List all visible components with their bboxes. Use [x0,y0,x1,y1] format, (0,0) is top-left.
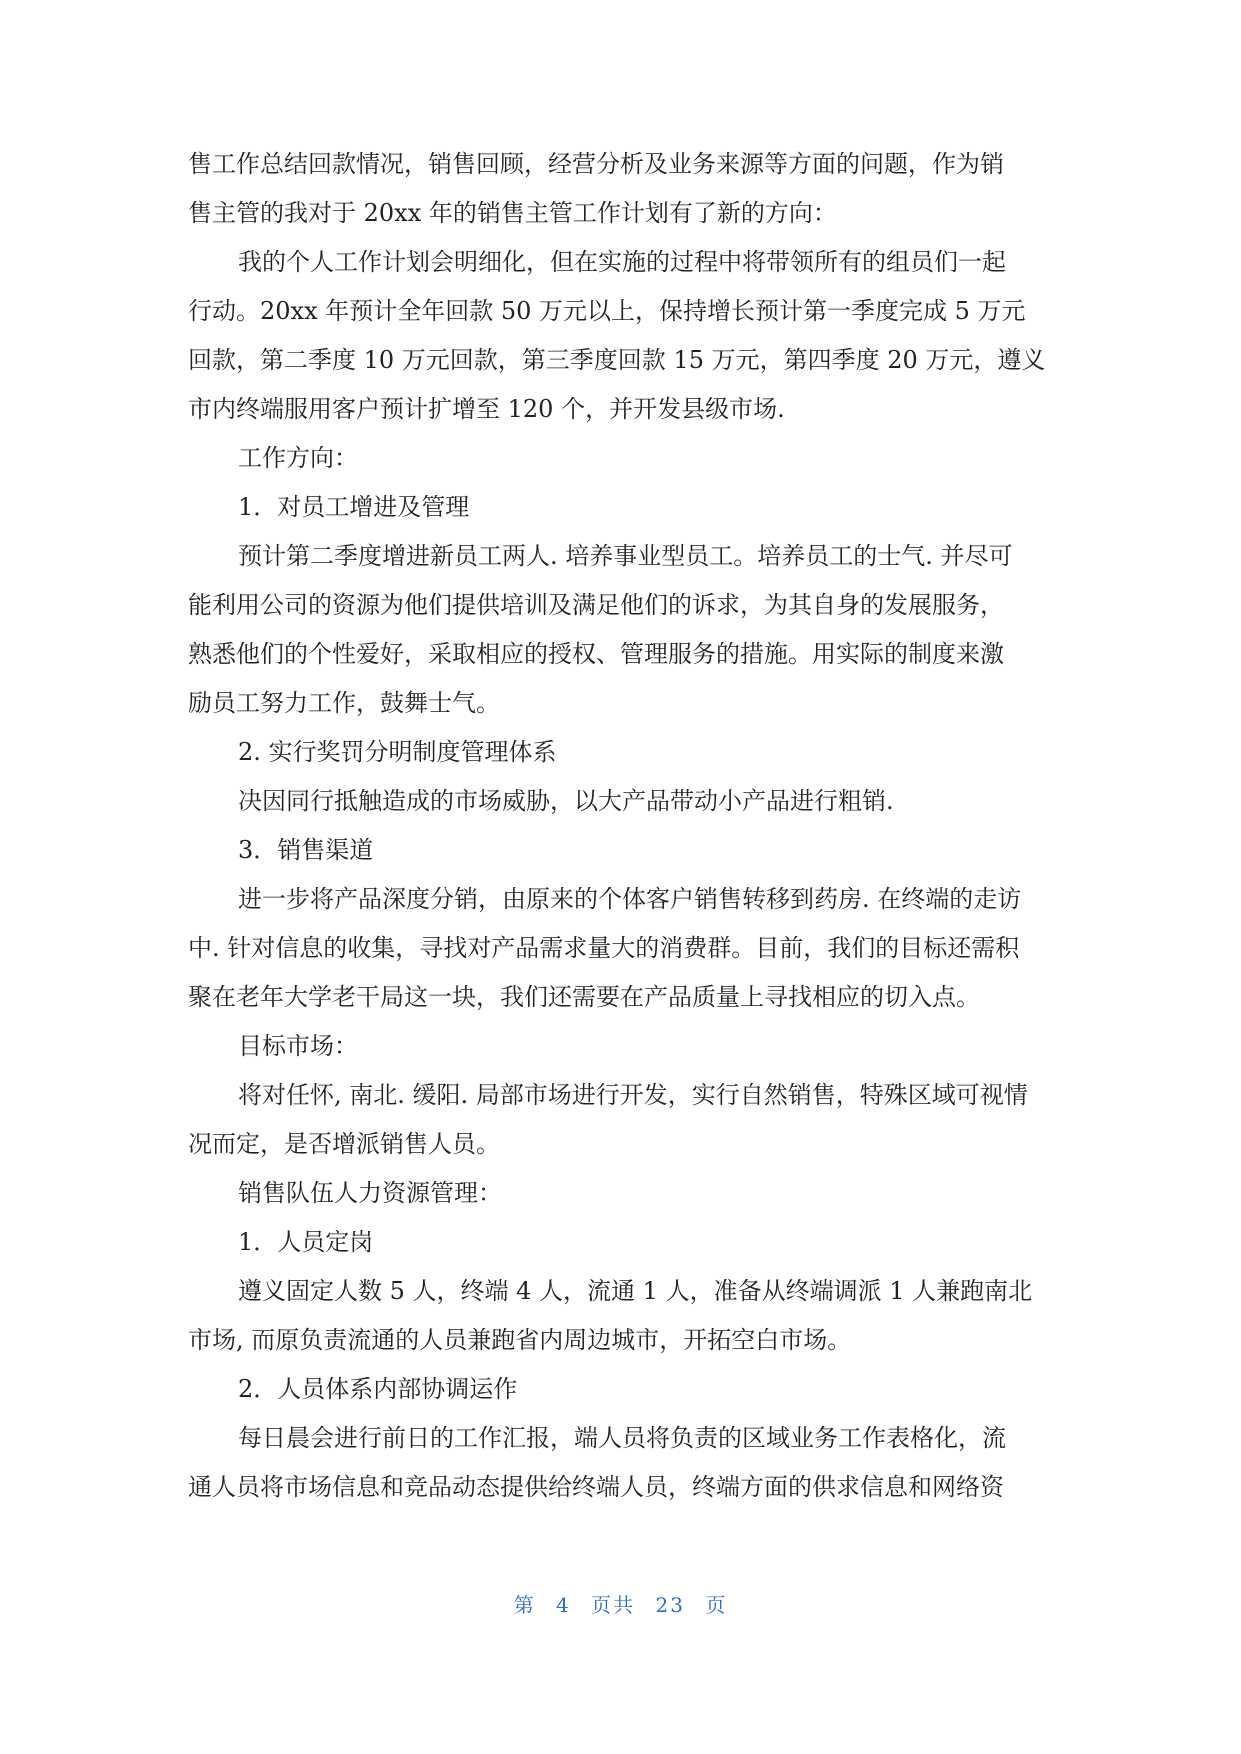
text-line: 售工作总结回款情况，销售回顾，经营分析及业务来源等方面的问题，作为销 [188,150,1004,178]
total-pages-number: 23 [655,1593,685,1617]
section-heading: 3．销售渠道 [238,836,374,864]
text-line: 售主管的我对于 20xx 年的销售主管工作计划有了新的方向： [188,199,837,227]
text-line: 预计第二季度增进新员工两人. 培养事业型员工。培养员工的士气. 并尽可 [238,542,1013,570]
section-heading: 1．人员定岗 [238,1228,374,1256]
text-line: 行动。20xx 年预计全年回款 50 万元以上，保持增长预计第一季度完成 5 万元 [188,297,1026,325]
text-line: 励员工努力工作，鼓舞士气。 [188,689,500,717]
footer-middle: 页共 [591,1593,636,1617]
text-line: 遵义固定人数 5 人，终端 4 人，流通 1 人，准备从终端调派 1 人兼跑南北 [238,1277,1033,1305]
text-line: 中. 针对信息的收集，寻找对产品需求量大的消费群。目前，我们的目标还需积 [188,934,1020,962]
section-heading: 2. 实行奖罚分明制度管理体系 [238,738,557,766]
text-line: 聚在老年大学老干局这一块，我们还需要在产品质量上寻找相应的切入点。 [188,983,980,1011]
section-heading: 1．对员工增进及管理 [238,493,470,521]
section-heading: 工作方向： [238,444,358,472]
section-heading: 2．人员体系内部协调运作 [238,1375,518,1403]
text-line: 市场, 而原负责流通的人员兼跑省内周边城市，开拓空白市场。 [188,1326,852,1354]
text-line: 回款，第二季度 10 万元回款，第三季度回款 15 万元，第四季度 20 万元，遵义 [188,346,1046,374]
text-line: 能利用公司的资源为他们提供培训及满足他们的诉求，为其自身的发展服务， [188,591,1004,619]
text-line: 况而定，是否增派销售人员。 [188,1130,500,1158]
footer-prefix: 第 [513,1593,536,1617]
page-footer [0,1590,1241,1620]
section-heading: 目标市场： [238,1032,358,1060]
text-line: 决因同行抵触造成的市场威胁，以大产品带动小产品进行粗销. [238,787,894,815]
text-line: 市内终端服用客户预计扩增至 120 个，并开发县级市场. [188,395,785,423]
text-line: 我的个人工作计划会明细化，但在实施的过程中将带领所有的组员们一起 [238,248,1006,276]
current-page-number: 4 [556,1593,571,1617]
text-line: 每日晨会进行前日的工作汇报，端人员将负责的区域业务工作表格化，流 [238,1424,1006,1452]
document-body [188,140,1054,1512]
footer-suffix: 页 [705,1593,728,1617]
section-heading: 销售队伍人力资源管理： [238,1179,502,1207]
text-line: 进一步将产品深度分销，由原来的个体客户销售转移到药房. 在终端的走访 [238,885,1022,913]
text-line: 通人员将市场信息和竞品动态提供给终端人员，终端方面的供求信息和网络资 [188,1473,1004,1501]
text-line: 将对任怀, 南北. 缓阳. 局部市场进行开发，实行自然销售，特殊区域可视情 [238,1081,1028,1109]
text-line: 熟悉他们的个性爱好，采取相应的授权、管理服务的措施。用实际的制度来激 [188,640,1004,668]
